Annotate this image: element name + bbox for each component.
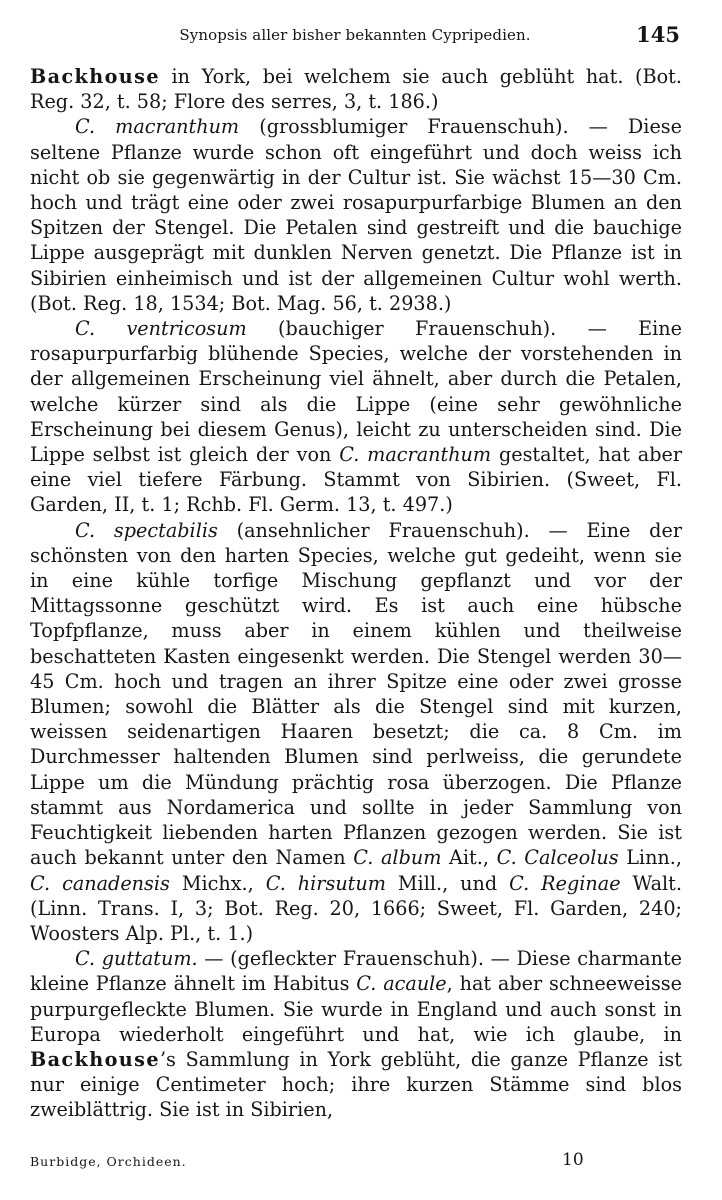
sheet-number: 10 bbox=[562, 1150, 584, 1170]
species-name: C. canadensis bbox=[30, 871, 170, 895]
text-run: (bauchiger Frauenschuh). — Eine rosapurpurfarbig blühende Species, welche der vorstehenden in der allgemeinen Erscheinung viel ähnelt, aber durch die Petalen, welche kürzer sind als die Lippe (eine sehr gewöhnliche Erscheinung bei diesem Genus), leicht zu unterscheiden sind. Die Lippe selbst ist gleich der von bbox=[30, 317, 682, 467]
paragraph-c-guttatum bbox=[30, 946, 682, 1122]
paragraph-c-spectabilis bbox=[30, 518, 682, 946]
signature-line: Burbidge, Orchideen. bbox=[30, 1154, 187, 1169]
species-name: C. ventricosum bbox=[75, 317, 247, 341]
text-run: Walt. (Linn. Trans. I, 3; Bot. Reg. 20, 1666; Sweet, Fl. Garden, 240; Woosters Alp. Pl., t. 1.) bbox=[30, 871, 682, 945]
species-name: C. Calceolus bbox=[496, 846, 619, 870]
text-run: — (gefleckter Frauenschuh). — Diese charmante kleine Pflanze ähnelt im Habitus bbox=[30, 947, 683, 996]
species-name: C. guttatum. bbox=[75, 947, 198, 971]
paragraph-c-ventricosum bbox=[30, 316, 682, 518]
text-run: (ansehnlicher Frauenschuh). — Eine der schönsten von den harten Species, welche gut gedeiht, wenn sie in eine kühle torfige Mischung gepflanzt und vor der Mittagssonne geschützt wird. Es ist auch eine hübsche Topfpflanze, muss aber in einem kühlen und theilweise beschatteten Kasten eingesenkt werden. Die Stengel werden 30—45 Cm. hoch und tragen an ihrer Spitze eine oder zwei grosse Blumen; sowohl die Blätter als die Stengel sind mit kurzen, weissen seidenartigen Haaren besetzt; die ca. 8 Cm. im Durchmesser haltenden Blumen sind perlweiss, die gerundete Lippe um die Mündung prächtig rosa überzogen. Die Pflanze stammt aus Nordamerica und sollte in jeder Sammlung von Feuchtigkeit liebenden harten Pflanzen gezogen werden. Sie ist auch bekannt unter den Namen bbox=[30, 518, 682, 870]
text-run: Michx., bbox=[169, 871, 266, 895]
paragraph-backhouse-continuation bbox=[30, 64, 682, 114]
text-run: (grossblumiger Frauenschuh). — Diese seltene Pflanze wurde schon oft eingeführt und doch weiss ich nicht ob sie gegenwärtig in der Cultur ist. Sie wächst 15—30 Cm. hoch und trägt eine oder zwei rosapurpurfarbige Blumen an den Spitzen der Stengel. Die Petalen sind gestreift und die bauchige Lippe ausgeprägt mit dunklen Nerven genetzt. Die Pflanze ist in Sibirien einheimisch und ist der allgemeinen Cultur wohl werth. (Bot. Reg. 18, 1534; Bot. Mag. 56, t. 2938.) bbox=[30, 115, 683, 315]
text-run: , hat aber schneeweisse purpurgefleckte Blumen. Sie wurde in England und auch sonst in Europa wiederholt eingeführt und hat, wie ich glaube, in bbox=[30, 972, 682, 1046]
species-name: C. Reginae bbox=[509, 871, 621, 895]
page-header bbox=[30, 22, 680, 52]
text-run: ’s Sammlung in York geblüht, die ganze Pflanze ist nur einige Centimeter hoch; ihre kurzen Stämme sind blos zweiblättrig. Sie ist in Sibirien, bbox=[30, 1047, 682, 1122]
text-run: Linn., bbox=[618, 846, 682, 870]
person-name: Backhouse bbox=[30, 1047, 160, 1071]
body-text bbox=[30, 64, 682, 1123]
person-name: Backhouse bbox=[30, 65, 160, 88]
species-name: C. macranthum bbox=[75, 115, 240, 139]
species-name: C. acaule bbox=[356, 972, 447, 996]
page-number: 145 bbox=[636, 22, 680, 47]
species-name: C. hirsutum bbox=[265, 871, 386, 895]
page-footer bbox=[30, 1150, 682, 1174]
text-run: gestaltet, hat aber eine viel tiefere Färbung. Stammt von Sibirien. (Sweet, Fl. Garden, II, t. 1; Rchb. Fl. Germ. 13, t. 497.) bbox=[30, 443, 683, 517]
text-run: in York, bei welchem sie auch geblüht hat. (Bot. Reg. 32, t. 58; Flore des serres, 3, t. 186.) bbox=[30, 65, 682, 114]
text-run: Mill., und bbox=[385, 871, 510, 895]
species-name: C. macranthum bbox=[339, 443, 492, 467]
text-run: Ait., bbox=[441, 846, 497, 870]
species-name: C. spectabilis bbox=[75, 518, 218, 542]
running-head: Synopsis aller bisher bekannten Cypripedien. bbox=[179, 26, 531, 44]
species-name: C. album bbox=[353, 846, 442, 870]
paragraph-c-macranthum bbox=[30, 114, 682, 316]
